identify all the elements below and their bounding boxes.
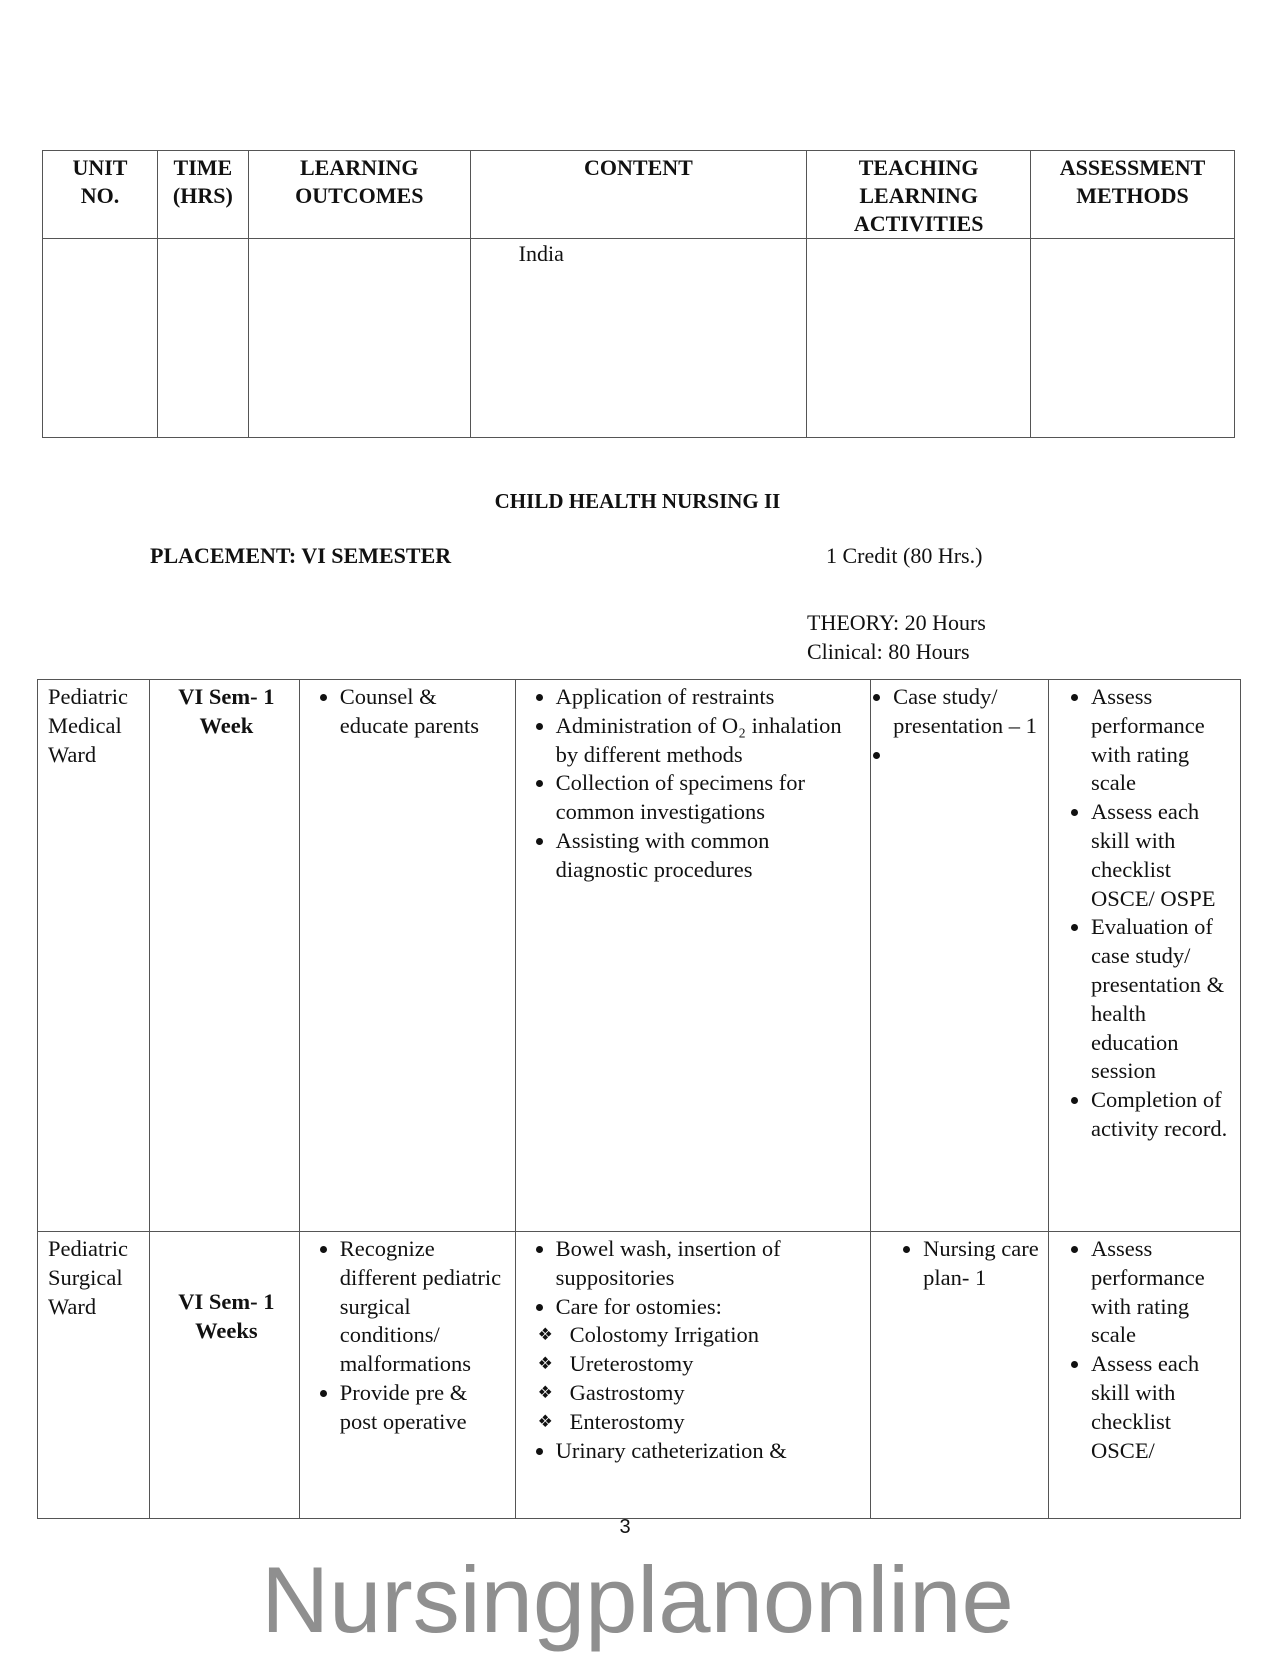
list-item-empty [893,741,1042,769]
list-item: • Assess performance with rating scale [1091,683,1234,798]
content-cell [515,680,871,1232]
list-item: • Nursing care plan- 1 [923,1235,1042,1293]
page-number: 3 [619,1516,631,1538]
list-item: • Case study/ presentation – 1 [893,683,1042,741]
list-item: • Evaluation of case study/ presentation & health education session [1091,913,1234,1086]
credit-label: 1 Credit (80 Hrs.) [826,543,983,568]
duration-line: Week [199,712,254,738]
header-unit-no: UNIT NO. [43,151,158,239]
list-item: • Assess each skill with checklist OSCE/ OSPE [1091,798,1234,913]
list-item: • Provide pre & post operative [340,1379,509,1437]
theory-hours: THEORY: 20 Hours [807,610,986,635]
header-time: TIME (HRS) [157,151,248,239]
area-cell: Pediatric Medical Ward [38,680,150,1232]
list-item: • Assisting with common diagnostic procedures [556,827,865,885]
list-item: • Assess performance with rating scale [1091,1235,1234,1350]
header-content: CONTENT [470,151,807,239]
list-item: • Counsel & educate parents [340,683,509,741]
list-item: • Recognize different pediatric surgical conditions/ malformations [340,1235,509,1379]
syllabus-header-table [42,150,1235,438]
cell-content [470,239,807,438]
list-item-text: Care for ostomies: [555,1293,722,1319]
sub-list-item: ❖ Colostomy Irrigation [570,1321,865,1350]
assessment-cell [1049,680,1241,1232]
content-cell [515,1232,871,1519]
table-row [38,680,1241,1232]
hours-block [807,608,986,666]
ostomy-sublist [526,1321,865,1436]
table-row [43,239,1235,438]
activities-cell [871,680,1049,1232]
cell-time [157,239,248,438]
duration-line: VI Sem- 1 [178,684,275,709]
duration-line: VI Sem- 1 [178,1289,275,1314]
clinical-placement-table [37,679,1241,1519]
sub-list-item: ❖ Ureterostomy [570,1350,865,1379]
outcomes-cell [299,1232,515,1519]
header-assessment-methods: ASSESSMENT METHODS [1031,151,1235,239]
content-text: India [518,241,564,266]
sub-list-item: ❖ Gastrostomy [570,1379,865,1408]
cell-outcomes [248,239,470,438]
header-learning-outcomes: LEARNING OUTCOMES [248,151,470,239]
table-row [38,1232,1241,1519]
list-item: • Bowel wash, insertion of suppositories [556,1235,865,1293]
watermark: Nursingplanonline [261,1547,1014,1652]
cell-unit [43,239,158,438]
area-cell: Pediatric Surgical Ward [38,1232,150,1519]
section-title: CHILD HEALTH NURSING II [494,489,781,513]
duration-cell [149,1232,299,1519]
duration-line: Weeks [195,1317,258,1343]
list-item: • Administration of O₂ inhalation by different methods [556,712,865,770]
cell-activities [807,239,1031,438]
outcomes-cell [299,680,515,1232]
clinical-hours: Clinical: 80 Hours [807,639,970,664]
list-item: • Assess each skill with checklist OSCE/ [1091,1350,1234,1465]
activities-cell [871,1232,1049,1519]
header-row [43,151,1235,239]
list-item: • Application of restraints [556,683,865,712]
header-teaching-learning-activities: TEACHING LEARNING ACTIVITIES [807,151,1031,239]
list-item: • Completion of activity record. [1091,1086,1234,1144]
duration-cell [149,680,299,1232]
placement-label: PLACEMENT: VI SEMESTER [150,543,452,568]
list-item [556,1293,865,1322]
list-item: • Urinary catheterization & [556,1437,865,1466]
assessment-cell [1049,1232,1241,1519]
sub-list-item: ❖ Enterostomy [570,1408,865,1437]
cell-assessment [1031,239,1235,438]
list-item: • Collection of specimens for common investigations [556,769,865,827]
